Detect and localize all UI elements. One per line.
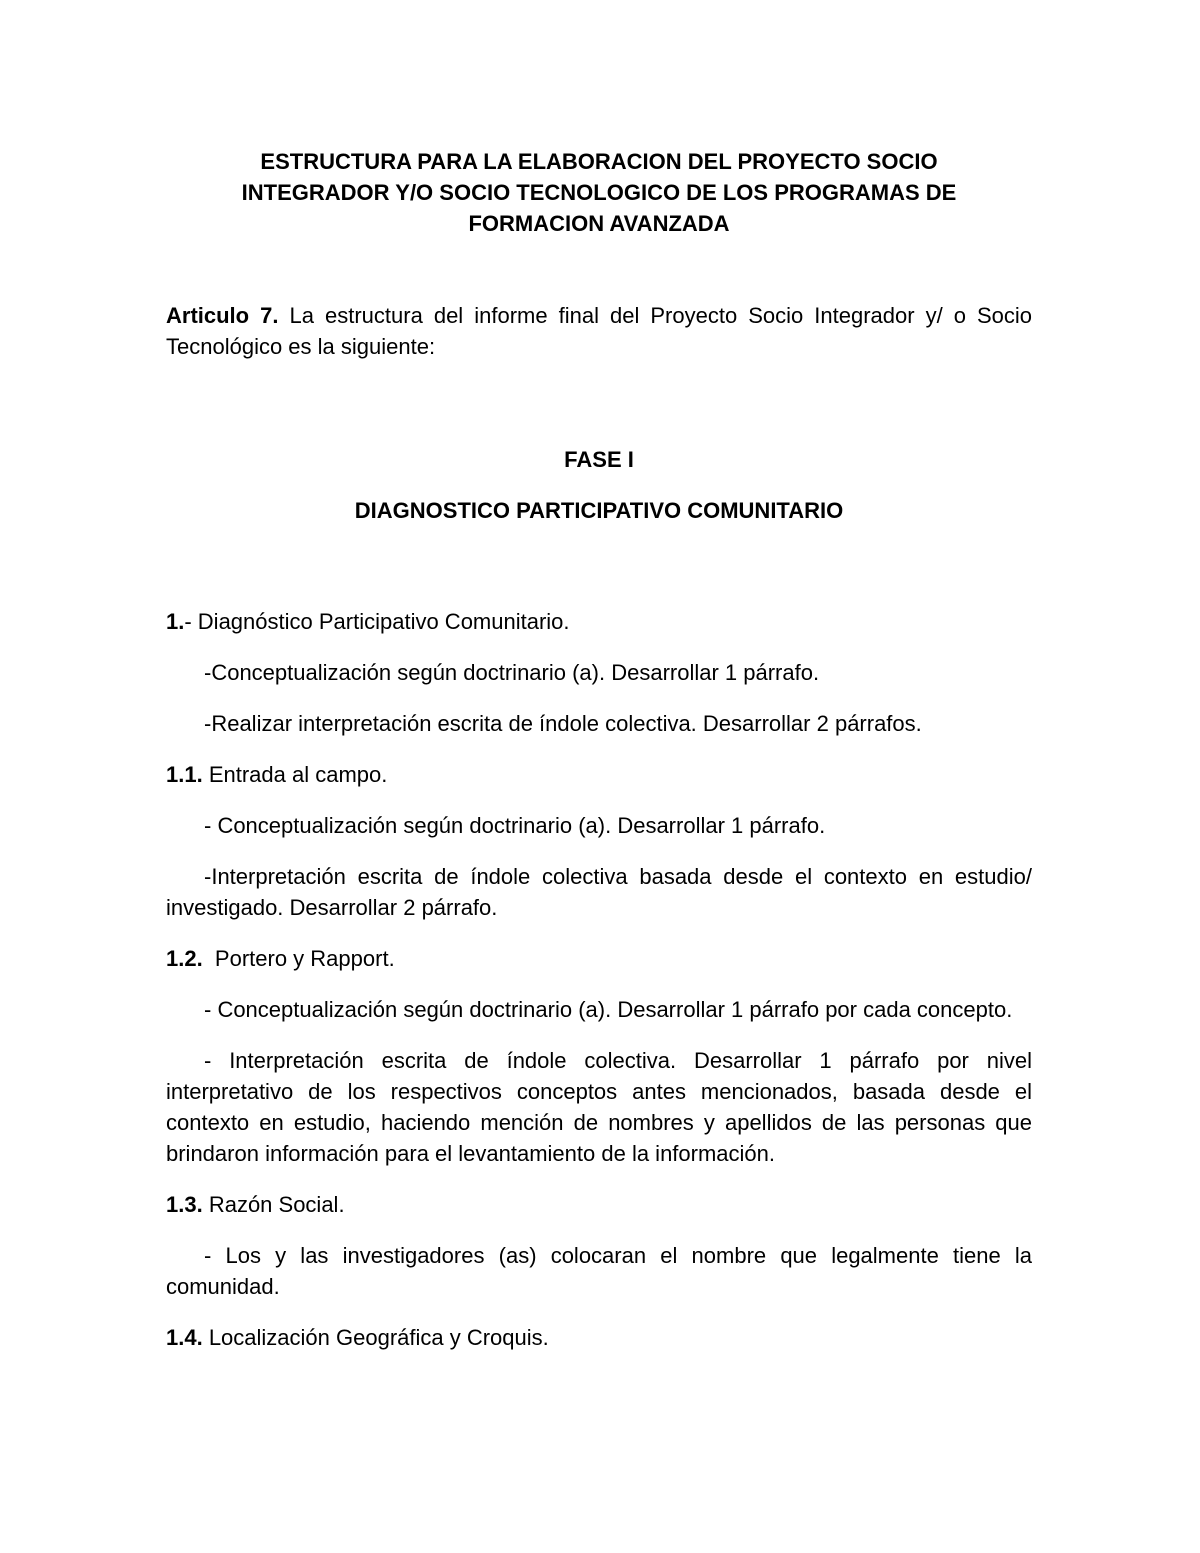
title-line: ESTRUCTURA PARA LA ELABORACION DEL PROYECTO SOCIO [260, 149, 938, 174]
section-heading-1-2 [166, 943, 1032, 974]
section-item: -Interpretación escrita de índole colectiva basada desde el contexto en estudio/ investigado. Desarrollar 2 párrafo. [166, 864, 1032, 920]
section-heading-1-4 [166, 1322, 1032, 1353]
section-item: -Conceptualización según doctrinario (a). Desarrollar 1 párrafo. [204, 660, 820, 685]
section-title: Razón Social. [202, 1192, 345, 1217]
section-heading-1-1 [166, 759, 1032, 790]
section-title: Portero y Rapport. [202, 946, 395, 971]
article-label: Articulo 7. [166, 303, 279, 328]
section-item: - Los y las investigadores (as) colocaran el nombre que legalmente tiene la comunidad. [166, 1243, 1032, 1299]
article-text: La estructura del informe final del Proyecto Socio Integrador y/ o Socio Tecnológico es la siguiente: [166, 303, 1032, 359]
section-item: - Interpretación escrita de índole colectiva. Desarrollar 1 párrafo por nivel interpretativo de los respectivos conceptos antes mencionados, basada desde el contexto en estudio, haciendo mención de nombres y apellidos de las personas que brindaron información para el levantamiento de la información. [166, 1048, 1032, 1166]
section-number: 1.1. [166, 762, 203, 787]
section-number: 1.3. [166, 1192, 203, 1217]
title-line: FORMACION AVANZADA [468, 211, 730, 236]
title-line: INTEGRADOR Y/O SOCIO TECNOLOGICO DE LOS PROGRAMAS DE [241, 180, 957, 205]
section-item: - Conceptualización según doctrinario (a). Desarrollar 1 párrafo por cada concepto. [204, 997, 1013, 1022]
section-title: Entrada al campo. [202, 762, 388, 787]
document-title [166, 146, 1032, 239]
section-number: 1. [166, 609, 185, 634]
section-title: Localización Geográfica y Croquis. [202, 1325, 549, 1350]
section-item: - Conceptualización según doctrinario (a). Desarrollar 1 párrafo. [204, 813, 826, 838]
section-title: - Diagnóstico Participativo Comunitario. [184, 609, 570, 634]
section-heading-1 [166, 606, 1032, 637]
phase-heading: FASE I [564, 447, 634, 472]
section-item: -Realizar interpretación escrita de índole colectiva. Desarrollar 2 párrafos. [204, 711, 922, 736]
section-number: 1.2. [166, 946, 203, 971]
phase-title: DIAGNOSTICO PARTICIPATIVO COMUNITARIO [354, 498, 844, 523]
article-paragraph [166, 300, 1032, 362]
section-number: 1.4. [166, 1325, 203, 1350]
section-heading-1-3 [166, 1189, 1032, 1220]
document-content [166, 146, 1032, 1353]
